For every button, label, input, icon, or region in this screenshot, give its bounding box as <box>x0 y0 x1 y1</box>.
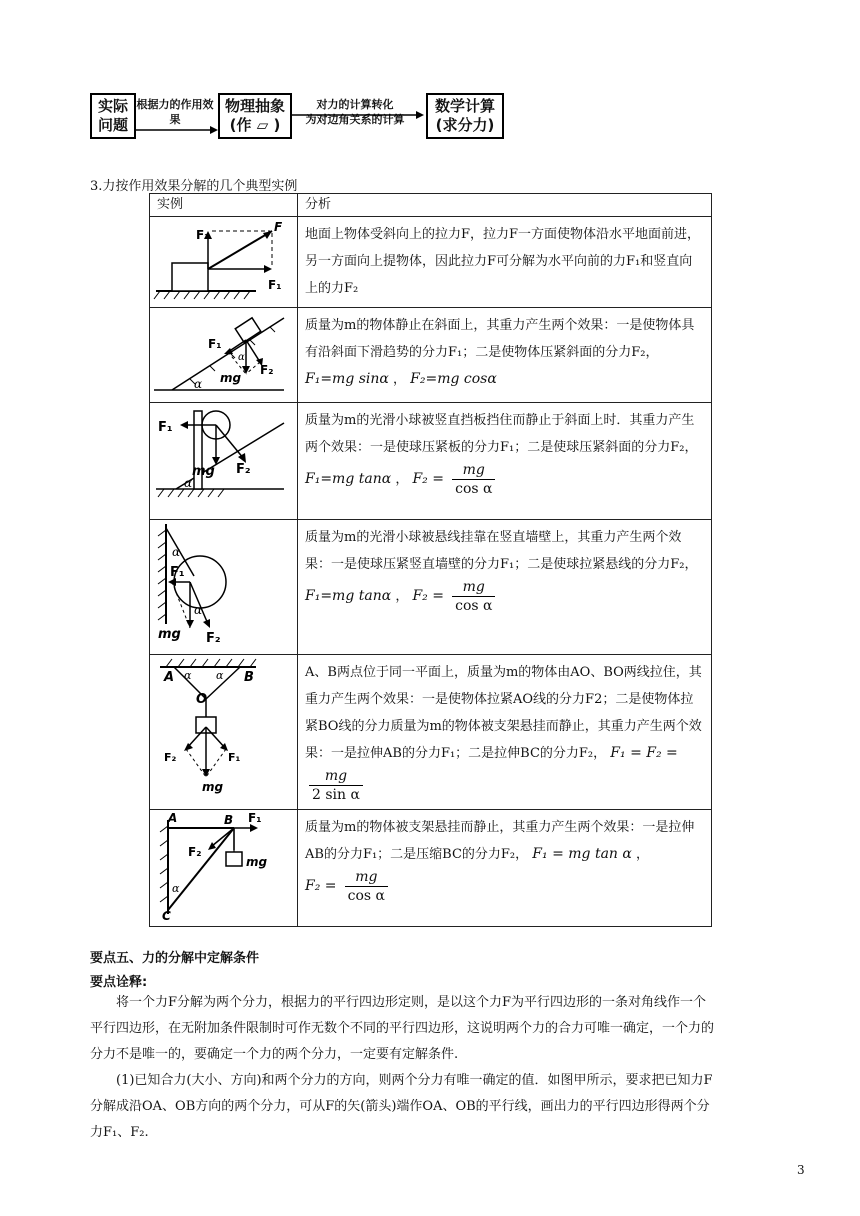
flow-box-math-calc <box>426 93 504 139</box>
svg-text:α: α <box>184 669 192 682</box>
diagram-incline <box>150 308 290 398</box>
analysis-row-4: 质量为m的光滑小球被悬线挂靠在竖直墙壁上，其重力产生两个效果：一是使球压紧竖直墙壁的分力F₁；二是使球拉紧悬线的分力F₂， F₁=mg tanα ， F₂ = $\frac{mg}{\text{cos α}}$ <box>298 520 712 655</box>
page-number: 3 <box>797 1163 805 1177</box>
svg-text:α: α <box>172 545 181 559</box>
diagram-pull-force <box>150 217 290 303</box>
analysis-text: 质量为m的物体静止在斜面上，其重力产生两个效果：一是使物体具有沿斜面下滑趋势的分力F₁；二是使物体压紧斜面的分力F₂， <box>305 318 695 360</box>
table-row <box>150 655 712 810</box>
formula-f2-fraction <box>345 868 388 905</box>
flow-box3-line2: (求分力) <box>435 116 495 134</box>
formula-f2-lhs: F₂ = <box>412 588 444 604</box>
formula-f1: F₁=mg tanα <box>305 471 392 487</box>
svg-text:A: A <box>168 811 178 825</box>
flow-diagram <box>90 93 510 139</box>
svg-text:mg: mg <box>246 855 268 869</box>
header-example: 实例 <box>150 194 298 217</box>
svg-text:F₂: F₂ <box>196 228 210 242</box>
svg-text:α: α <box>184 476 193 490</box>
flow-box-physical-abstraction <box>218 93 292 139</box>
table-row <box>150 520 712 655</box>
svg-text:α: α <box>194 603 203 617</box>
flow-box-actual-problem: 实际问题 <box>90 93 136 139</box>
figure-incline <box>150 308 298 403</box>
svg-text:F₂: F₂ <box>260 363 274 377</box>
figure-pull-block <box>150 217 298 308</box>
flow-arrow2-line2: 为对边角关系的计算 <box>305 113 405 126</box>
section-title: 3.力按作用效果分解的几个典型实例 <box>90 179 298 194</box>
fraction-denominator: 2 sin α <box>312 787 360 803</box>
fraction-denominator: cos α <box>455 598 493 614</box>
formula-f2-lhs: F₂ = <box>412 471 444 487</box>
svg-text:F: F <box>274 220 283 234</box>
svg-text:B: B <box>244 670 254 685</box>
table-row <box>150 308 712 403</box>
analysis-row-1 <box>298 217 712 308</box>
flow-box2-line1: 物理抽象 <box>224 97 285 115</box>
analysis-text: 质量为m的光滑小球被悬线挂靠在竖直墙壁上，其重力产生两个效果：一是使球压紧竖直墙壁的分力F₁；二是使球拉紧悬线的分力F₂， <box>305 530 698 572</box>
diagram-two-strings <box>150 655 290 805</box>
formula-f2-fraction <box>452 461 495 498</box>
analysis-text: 地面上物体受斜向上的拉力F，拉力F一方面使物体沿水平地面前进，另一方面向上提物体，因此拉力F可分解为水平向前的力F₁和竖直向上的力F₂ <box>305 227 701 296</box>
diagram-ball-board <box>150 403 290 515</box>
analysis-text: 质量为m的物体被支架悬挂而静止，其重力产生两个效果：一是拉伸AB的分力F₁；二是压缩BC的分力F₂， <box>305 820 695 862</box>
svg-text:F₁: F₁ <box>208 337 222 351</box>
header-analysis: 分析 <box>298 194 712 217</box>
fraction-numerator: mg <box>345 868 388 887</box>
svg-text:F₁: F₁ <box>248 811 262 825</box>
fraction-denominator: cos α <box>455 481 493 497</box>
formula-f1: F₁=mg tanα <box>305 588 392 604</box>
formula-lhs: F₁ = F₂ = <box>610 745 678 761</box>
formula-f1: F₁ = mg tan α <box>532 846 632 862</box>
paragraph-1: 将一个力F分解为两个分力，根据力的平行四边形定则，是以这个力F为平行四边形的一条对角线作一个平行四边形，在无附加条件限制时可作无数个不同的平行四边形，这说明两个力的合力可唯一确定，一个力的分力不是唯一的，要确定一个力的两个分力，一定要有定解条件. <box>90 995 715 1062</box>
svg-text:mg: mg <box>220 371 242 385</box>
analysis-row-3: 质量为m的光滑小球被竖直挡板挡住而静止于斜面上时．其重力产生两个效果：一是使球压紧板的分力F₁；二是使球压紧斜面的分力F₂， F₁=mg tanα ， F₂ = $\frac{mg}{\text{cos α}}$ <box>298 403 712 520</box>
flow-box3-line1: 数学计算 <box>434 97 495 115</box>
svg-text:F₁: F₁ <box>268 278 282 292</box>
svg-text:F₂: F₂ <box>188 845 202 859</box>
svg-text:F₁: F₁ <box>228 751 241 764</box>
svg-text:B: B <box>224 813 234 827</box>
svg-text:α: α <box>194 377 203 391</box>
diagram-ball-wall <box>150 520 290 650</box>
svg-text:A: A <box>164 670 175 685</box>
svg-text:F₂: F₂ <box>236 462 251 477</box>
svg-text:O: O <box>196 692 208 707</box>
fraction-numerator: mg <box>452 578 495 597</box>
flow-arrow-1 <box>136 126 218 134</box>
svg-text:F₂: F₂ <box>164 751 177 764</box>
formula-f2-lhs: F₂ = <box>305 878 337 894</box>
svg-text:α: α <box>172 882 180 895</box>
paragraph-2: (1)已知合力(大小、方向)和两个分力的方向，则两个分力有唯一确定的值．如图甲所示，要求把已知力F分解成沿OA、OB方向的两个分力，可从F的矢(箭头)端作OA、OB的平行线，画出力的平行四边形得两个分力F₁、F₂. <box>90 1073 713 1140</box>
svg-text:F₂: F₂ <box>206 631 221 646</box>
table-row <box>150 403 712 520</box>
heading-explanation: 要点诠释: <box>90 975 148 990</box>
heading-key-point-five: 要点五、力的分解中定解条件 <box>90 951 260 966</box>
svg-text:C: C <box>162 909 171 922</box>
svg-text:mg: mg <box>202 780 224 794</box>
analysis-text: 质量为m的光滑小球被竖直挡板挡住而静止于斜面上时．其重力产生两个效果：一是使球压紧板的分力F₁；二是使球压紧斜面的分力F₂， <box>305 413 698 455</box>
formula-f1: F₁=mg sinα <box>305 371 389 387</box>
formula-f2: F₂=mg cosα <box>410 371 497 387</box>
svg-text:α: α <box>238 352 245 363</box>
fraction-denominator: cos α <box>347 888 386 904</box>
svg-text:mg: mg <box>158 627 181 642</box>
analysis-row-2: 质量为m的物体静止在斜面上，其重力产生两个效果：一是使物体具有沿斜面下滑趋势的分力F₁；二是使物体压紧斜面的分力F₂， F₁=mg sinα ， F₂=mg cosα <box>298 308 712 403</box>
analysis-text: A、B两点位于同一平面上，质量为m的物体由AO、BO两线拉住，其重力产生两个效果：一是使物体拉紧AO线的分力F2；二是使物体拉紧BO线的分力质量为m的物体被支架悬挂而静止，其重力产生两个效果：一是拉伸AB的分力F₁；二是拉伸BC的分力F₂， <box>305 665 702 761</box>
svg-text:α: α <box>216 669 224 682</box>
table-row <box>150 810 712 927</box>
formula-f2-fraction <box>452 578 495 615</box>
fraction-numerator: mg <box>452 461 495 480</box>
examples-table <box>149 193 712 927</box>
flow-arrow-2 <box>292 111 424 119</box>
formula-fraction <box>309 767 363 804</box>
svg-text:mg: mg <box>192 464 215 479</box>
flow-box2-line2: (作 ▱ ) <box>229 116 281 134</box>
svg-text:F₁: F₁ <box>170 565 185 580</box>
svg-text:F₁: F₁ <box>158 420 173 435</box>
figure-bracket <box>150 810 298 927</box>
table-header-row <box>150 194 712 217</box>
analysis-row-6: 质量为m的物体被支架悬挂而静止，其重力产生两个效果：一是拉伸AB的分力F₁；二是压缩BC的分力F₂， F₁ = mg tan α ， F₂ = $\frac{mg}{\text{cos α}}$ <box>298 810 712 927</box>
figure-ball-board-incline <box>150 403 298 520</box>
flow-arrow2-line1: 对力的计算转化 <box>316 98 394 111</box>
figure-two-strings <box>150 655 298 810</box>
fraction-numerator: mg <box>309 767 363 786</box>
flow-arrow-label-1: 根据力的作用效果 <box>136 98 214 126</box>
analysis-row-5 <box>298 655 712 810</box>
table-row <box>150 217 712 308</box>
figure-ball-wall <box>150 520 298 655</box>
diagram-bracket <box>150 810 290 922</box>
